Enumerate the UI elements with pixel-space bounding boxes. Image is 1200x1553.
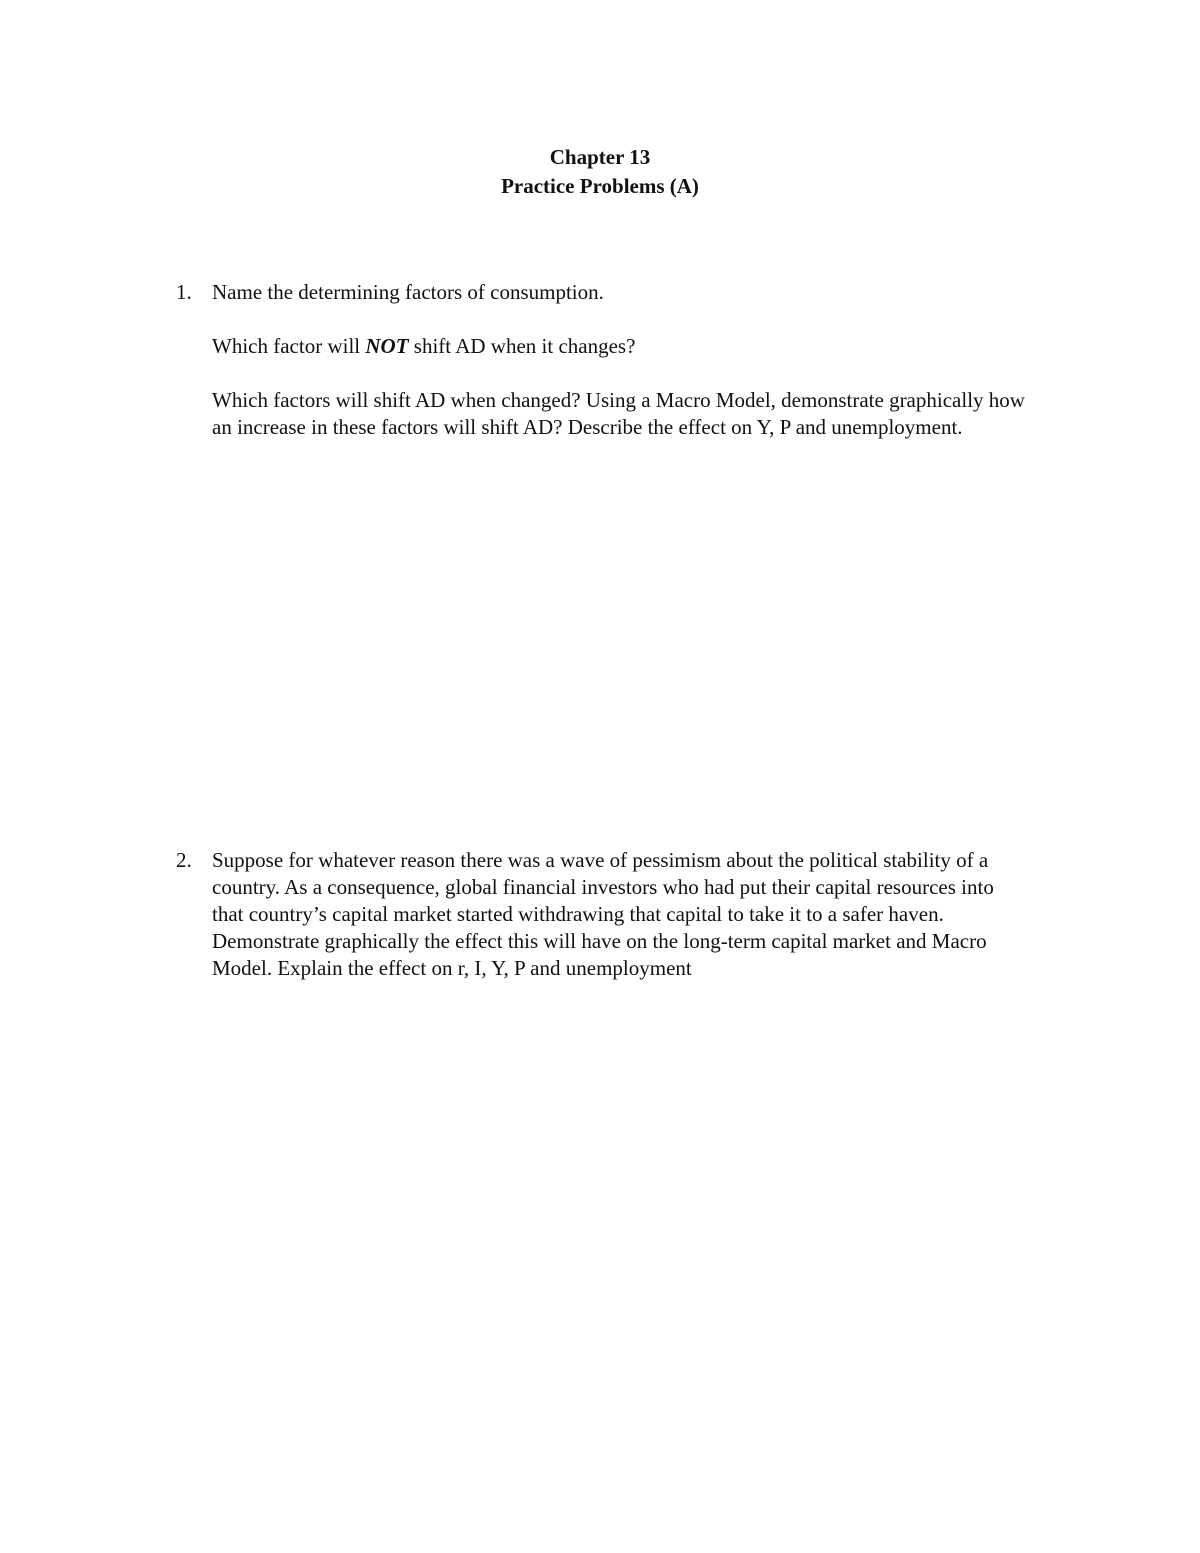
problem-2-number: 2. bbox=[176, 848, 192, 872]
problem-2-body bbox=[212, 847, 1027, 982]
problem-2 bbox=[176, 847, 1036, 982]
problem-1-question-2-start: Which factor will bbox=[212, 334, 366, 358]
problem-1-body bbox=[212, 279, 1027, 441]
document-title bbox=[0, 143, 1200, 201]
problem-1-question-2-end: shift AD when it changes? bbox=[408, 334, 636, 358]
chapter-heading: Chapter 13 bbox=[549, 145, 651, 169]
problem-1-emphasis-not: NOT bbox=[365, 334, 409, 358]
problem-2-question: Suppose for whatever reason there was a wave of pessimism about the political stability of a country. As a consequence, global financial investors who had put their capital resources into that country’s capital market started withdrawing that capital to take it to a safer haven. Demonstrate graphically the effect this will have on the long-term capital market and Macro Model. Explain the effect on r, I, Y, P and unemployment bbox=[212, 848, 994, 980]
problem-1-question-3: Which factors will shift AD when changed? Using a Macro Model, demonstrate graphically how an increase in these factors will shift AD? Describe the effect on Y, P and unemployment. bbox=[212, 388, 1025, 439]
section-heading: Practice Problems (A) bbox=[501, 174, 699, 198]
problem-1-question-2 bbox=[212, 333, 1027, 360]
problem-1-question-1: Name the determining factors of consumption. bbox=[212, 280, 604, 304]
problem-1-number: 1. bbox=[176, 280, 192, 304]
problem-1 bbox=[176, 279, 1036, 441]
